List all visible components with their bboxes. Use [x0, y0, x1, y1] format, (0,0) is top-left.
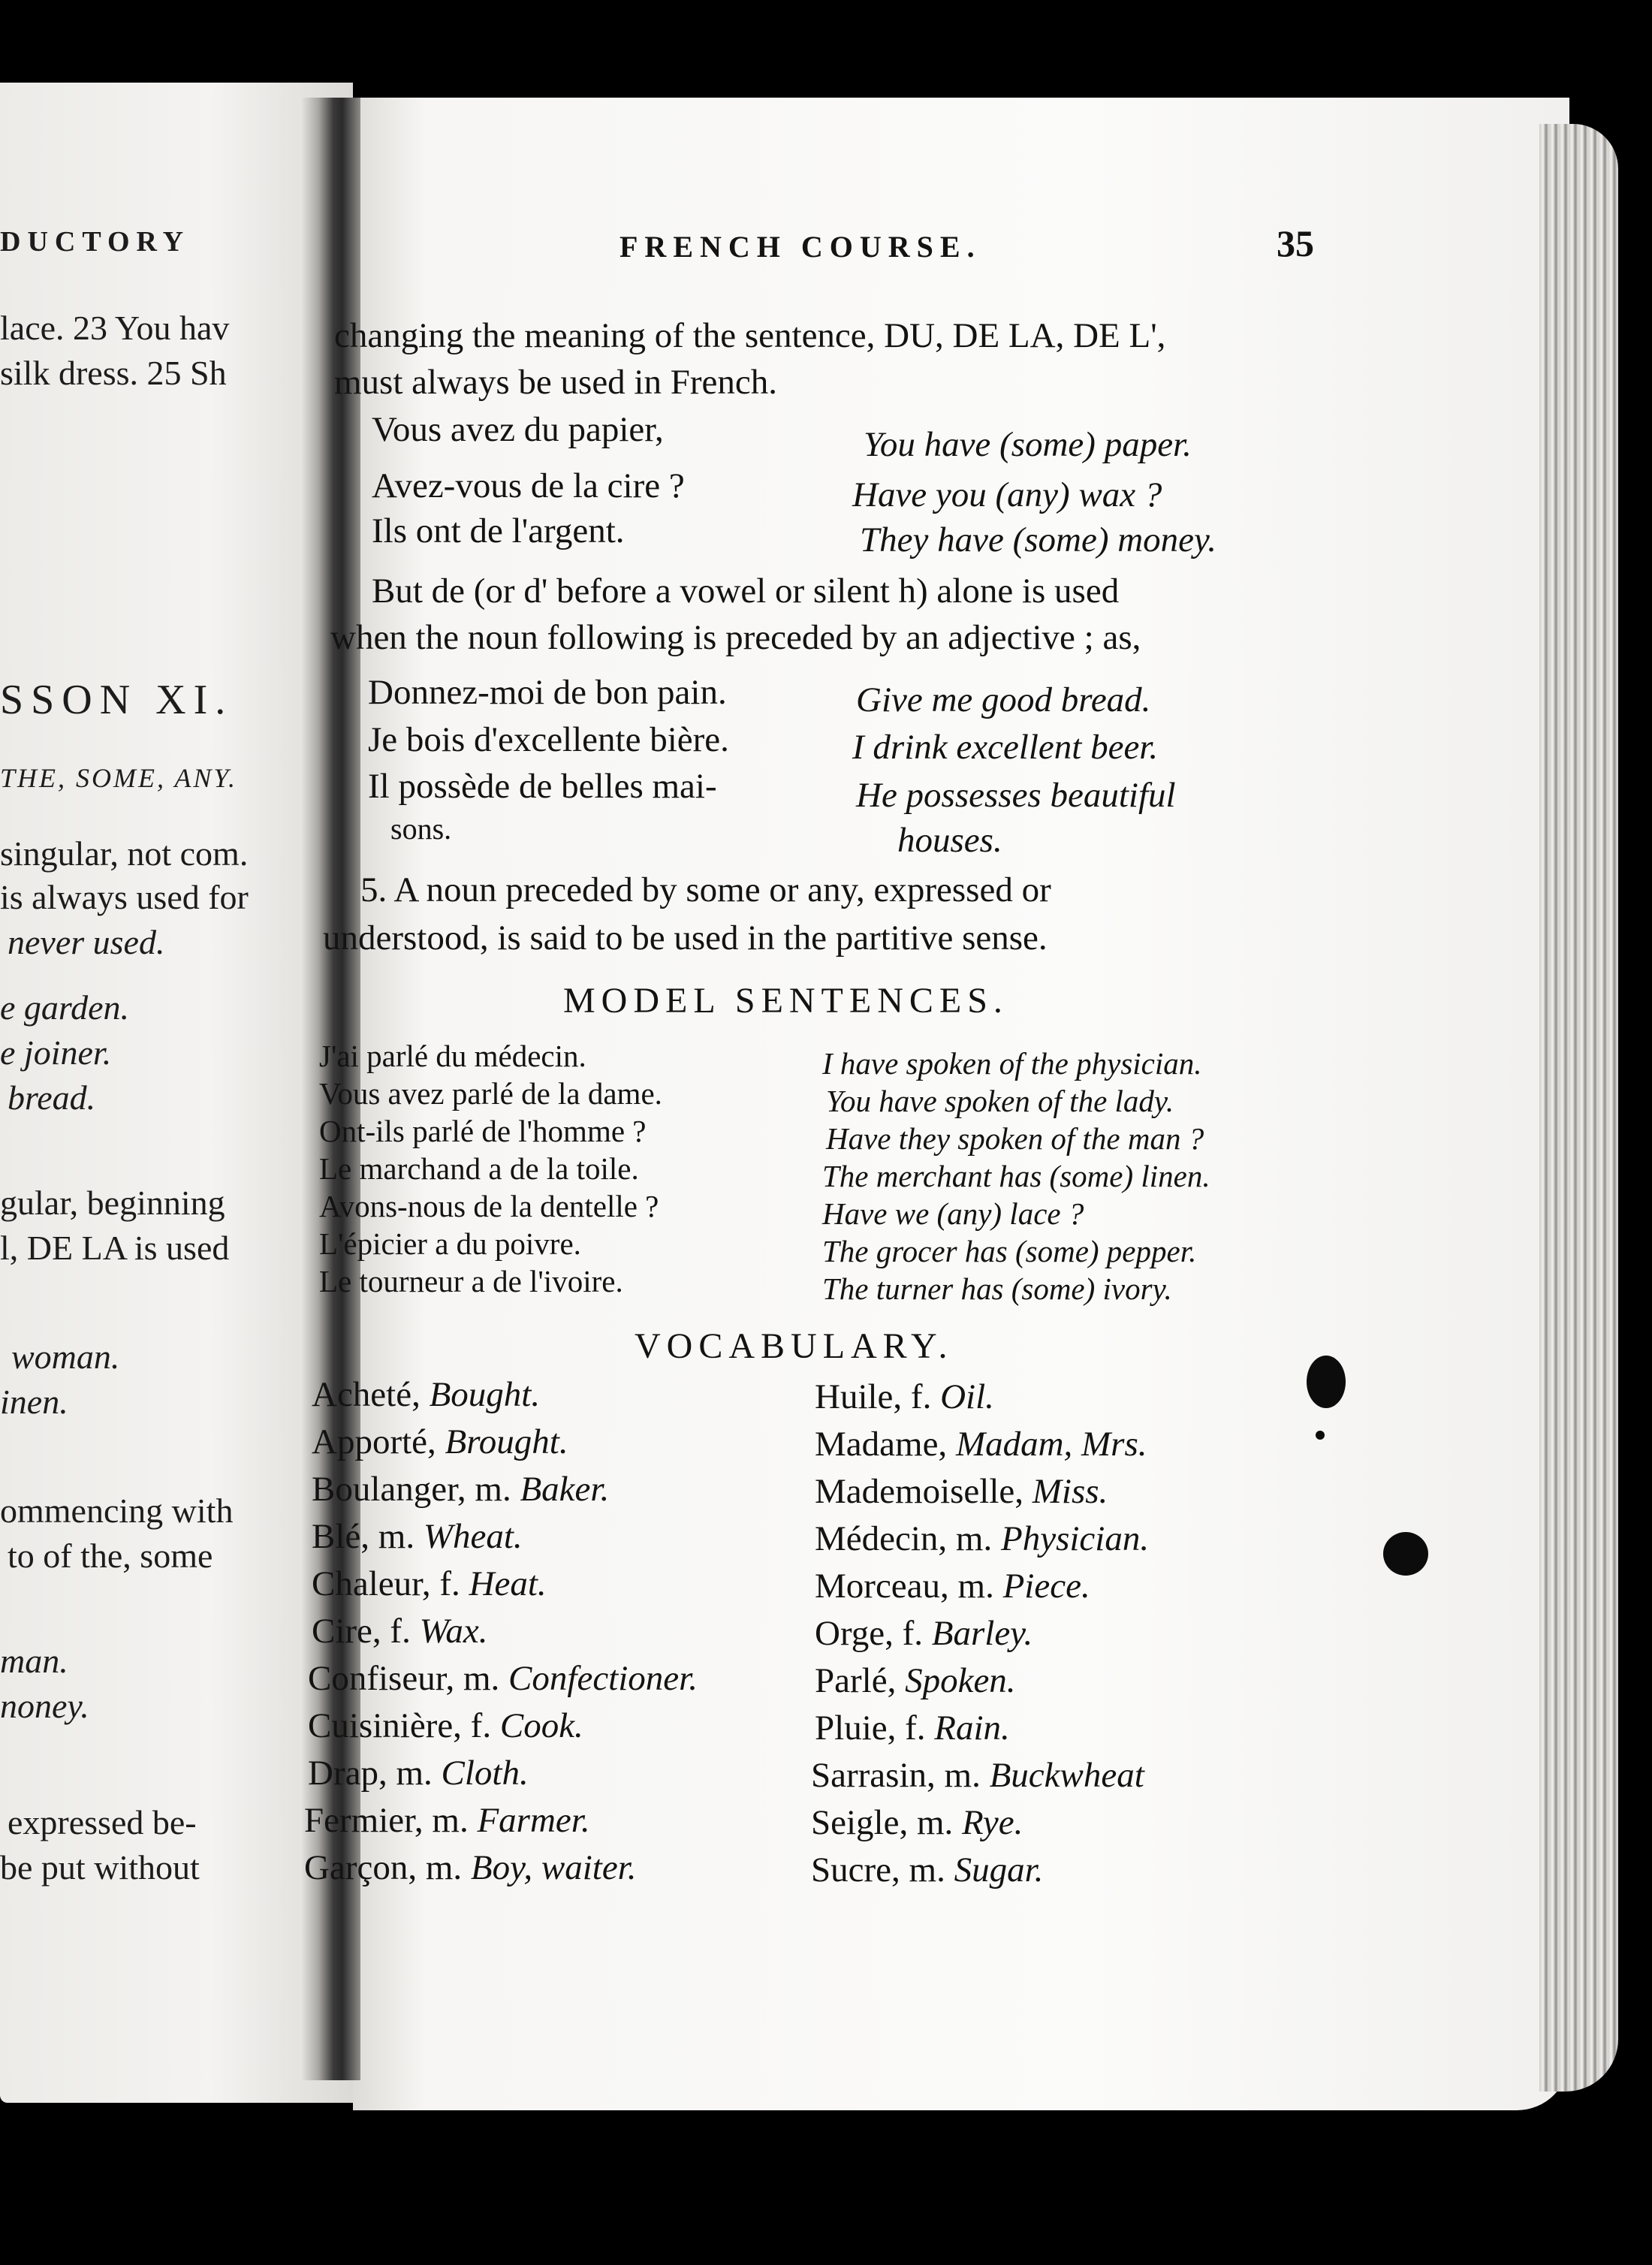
left-line: singular, not com.	[0, 834, 249, 873]
ink-blot	[1316, 1431, 1325, 1440]
vocab-fr: Chaleur, f.	[312, 1564, 460, 1603]
vocab-fr: Garçon, m.	[304, 1848, 463, 1887]
vocab-entry	[815, 1519, 1149, 1559]
left-line: ommencing with	[0, 1491, 234, 1530]
vocab-en: Wax.	[419, 1612, 488, 1651]
left-line: THE, SOME, ANY.	[0, 763, 238, 793]
vocab-en: Confectioner.	[508, 1659, 698, 1698]
vocab-entry	[308, 1753, 529, 1793]
vocab-fr: Apporté,	[312, 1422, 436, 1461]
model-fr: J'ai parlé du médecin.	[319, 1039, 586, 1073]
vocab-en: Buckwheat	[989, 1756, 1144, 1795]
vocab-fr: Madame,	[815, 1425, 948, 1464]
vocab-entry	[308, 1658, 698, 1699]
vocab-entry	[312, 1516, 523, 1557]
vocab-en: Heat.	[469, 1564, 547, 1603]
vocab-en: Rye.	[962, 1803, 1023, 1842]
vocab-fr: Parlé,	[815, 1661, 897, 1700]
left-line: gular, beginning	[0, 1184, 225, 1222]
example-fr: Vous avez du papier,	[372, 410, 664, 449]
vocab-entry	[312, 1611, 488, 1651]
vocab-fr: Huile, f.	[815, 1377, 932, 1416]
vocab-en: Brought.	[445, 1422, 568, 1461]
vocab-entry	[811, 1850, 1043, 1890]
vocab-entry	[308, 1706, 583, 1746]
example-en: They have (some) money.	[860, 520, 1217, 559]
rule-five-line: 5. A noun preceded by some or any, expressed or	[360, 870, 1051, 909]
left-line: expressed be-	[8, 1803, 197, 1841]
vocab-entry	[312, 1564, 547, 1604]
left-line: inen.	[0, 1383, 68, 1421]
vocab-en: Madam, Mrs.	[955, 1425, 1147, 1464]
example-fr: Donnez-moi de bon pain.	[368, 673, 727, 712]
model-en: The grocer has (some) pepper.	[822, 1234, 1197, 1268]
example-en: Give me good bread.	[856, 680, 1151, 719]
model-fr: Vous avez parlé de la dame.	[319, 1076, 662, 1111]
model-fr: Ont-ils parlé de l'homme ?	[319, 1114, 647, 1148]
vocab-en: Bought.	[429, 1375, 541, 1414]
vocab-en: Farmer.	[477, 1801, 590, 1840]
vocab-entry	[304, 1800, 590, 1841]
vocab-en: Physician.	[1001, 1519, 1150, 1558]
vocab-entry	[815, 1471, 1108, 1512]
intro-line: changing the meaning of the sentence, DU, DE LA, DE L',	[334, 316, 1166, 355]
left-line: be put without	[0, 1848, 200, 1886]
left-line: bread.	[8, 1078, 96, 1117]
left-line: lace. 23 You hav	[0, 309, 230, 347]
vocab-entry	[815, 1613, 1032, 1654]
vocab-entry	[815, 1566, 1090, 1606]
model-en: The merchant has (some) linen.	[822, 1159, 1210, 1193]
vocab-fr: Médecin, m.	[815, 1519, 993, 1558]
left-lesson-title: SSON XI.	[0, 677, 234, 723]
vocab-en: Barley.	[931, 1614, 1033, 1653]
vocab-fr: Acheté,	[312, 1375, 421, 1414]
left-line: noney.	[0, 1687, 89, 1725]
example-fr: Ils ont de l'argent.	[372, 511, 625, 550]
left-line: e joiner.	[0, 1033, 112, 1072]
vocab-fr: Confiseur, m.	[308, 1659, 500, 1698]
vocab-entry	[312, 1422, 568, 1462]
running-head: FRENCH COURSE.	[620, 230, 981, 264]
ink-blot	[1307, 1356, 1346, 1408]
vocab-fr: Blé, m.	[312, 1517, 415, 1556]
vocab-entry	[811, 1802, 1023, 1843]
vocab-en: Miss.	[1032, 1472, 1108, 1511]
vocab-entry	[312, 1374, 540, 1415]
model-en: I have spoken of the physician.	[822, 1046, 1202, 1081]
model-fr: Le tourneur a de l'ivoire.	[319, 1264, 623, 1298]
vocab-fr: Boulanger, m.	[312, 1470, 511, 1509]
model-sentences-heading: MODEL SENTENCES.	[563, 981, 1008, 1021]
vocab-entry	[815, 1424, 1147, 1464]
vocab-en: Piece.	[1002, 1567, 1090, 1606]
model-en: Have they spoken of the man ?	[826, 1121, 1204, 1156]
left-line: to of the, some	[8, 1537, 213, 1575]
vocab-entry	[811, 1755, 1144, 1796]
vocab-en: Cloth.	[441, 1754, 529, 1793]
vocab-fr: Mademoiselle,	[815, 1472, 1024, 1511]
example-fr: sons.	[390, 812, 452, 846]
vocab-entry	[815, 1708, 1010, 1748]
example-en: I drink excellent beer.	[852, 728, 1159, 767]
left-line: man.	[0, 1642, 68, 1680]
rule-line: But de (or d' before a vowel or silent h) alone is used	[372, 572, 1120, 611]
vocab-en: Oil.	[940, 1377, 994, 1416]
example-en: You have (some) paper.	[864, 425, 1192, 464]
left-running-head: DUCTORY	[0, 226, 191, 258]
left-line: e garden.	[0, 988, 130, 1027]
vocab-fr: Sucre, m.	[811, 1850, 945, 1890]
vocab-en: Spoken.	[905, 1661, 1016, 1700]
vocab-fr: Pluie, f.	[815, 1709, 926, 1748]
vocab-fr: Cire, f.	[312, 1612, 411, 1651]
model-fr: Le marchand a de la toile.	[319, 1151, 639, 1186]
vocab-fr: Seigle, m.	[811, 1803, 954, 1842]
vocab-en: Cook.	[499, 1706, 583, 1745]
example-fr: Il possède de belles mai-	[368, 767, 717, 806]
rule-five-line: understood, is said to be used in the partitive sense.	[323, 918, 1048, 958]
vocab-en: Boy, waiter.	[470, 1848, 637, 1887]
example-fr: Je bois d'excellente bière.	[368, 720, 729, 759]
left-line: l, DE LA is used	[0, 1229, 230, 1267]
vocab-fr: Fermier, m.	[304, 1801, 469, 1840]
left-line: silk dress. 25 Sh	[0, 354, 227, 392]
vocab-entry	[304, 1847, 637, 1888]
left-line: never used.	[8, 923, 165, 961]
model-en: Have we (any) lace ?	[822, 1196, 1084, 1231]
intro-line: must always be used in French.	[334, 363, 778, 402]
ink-blot	[1383, 1532, 1428, 1576]
model-en: The turner has (some) ivory.	[822, 1271, 1172, 1306]
vocab-en: Baker.	[520, 1470, 610, 1509]
rule-line: when the noun following is preceded by an adjective ; as,	[330, 618, 1141, 657]
vocab-en: Sugar.	[954, 1850, 1044, 1890]
model-fr: Avons-nous de la dentelle ?	[319, 1189, 659, 1223]
vocabulary-heading: VOCABULARY.	[635, 1326, 954, 1366]
page-number: 35	[1277, 222, 1314, 264]
left-line: is always used for	[0, 878, 249, 916]
vocab-en: Rain.	[934, 1709, 1010, 1748]
vocab-fr: Sarrasin, m.	[811, 1756, 981, 1795]
vocab-fr: Cuisinière, f.	[308, 1706, 492, 1745]
vocab-fr: Orge, f.	[815, 1614, 924, 1653]
example-en: houses.	[897, 821, 1002, 860]
example-en: He possesses beautiful	[856, 776, 1176, 815]
model-fr: L'épicier a du poivre.	[319, 1226, 581, 1261]
vocab-entry	[312, 1469, 609, 1509]
vocab-fr: Morceau, m.	[815, 1567, 994, 1606]
example-fr: Avez-vous de la cire ?	[372, 466, 685, 505]
vocab-fr: Drap, m.	[308, 1754, 433, 1793]
example-en: Have you (any) wax ?	[852, 475, 1162, 514]
vocab-entry	[815, 1660, 1016, 1701]
vocab-entry	[815, 1377, 994, 1417]
model-en: You have spoken of the lady.	[826, 1084, 1174, 1118]
vocab-en: Wheat.	[423, 1517, 523, 1556]
left-line: woman.	[11, 1338, 120, 1376]
page-edges	[1539, 124, 1618, 2092]
